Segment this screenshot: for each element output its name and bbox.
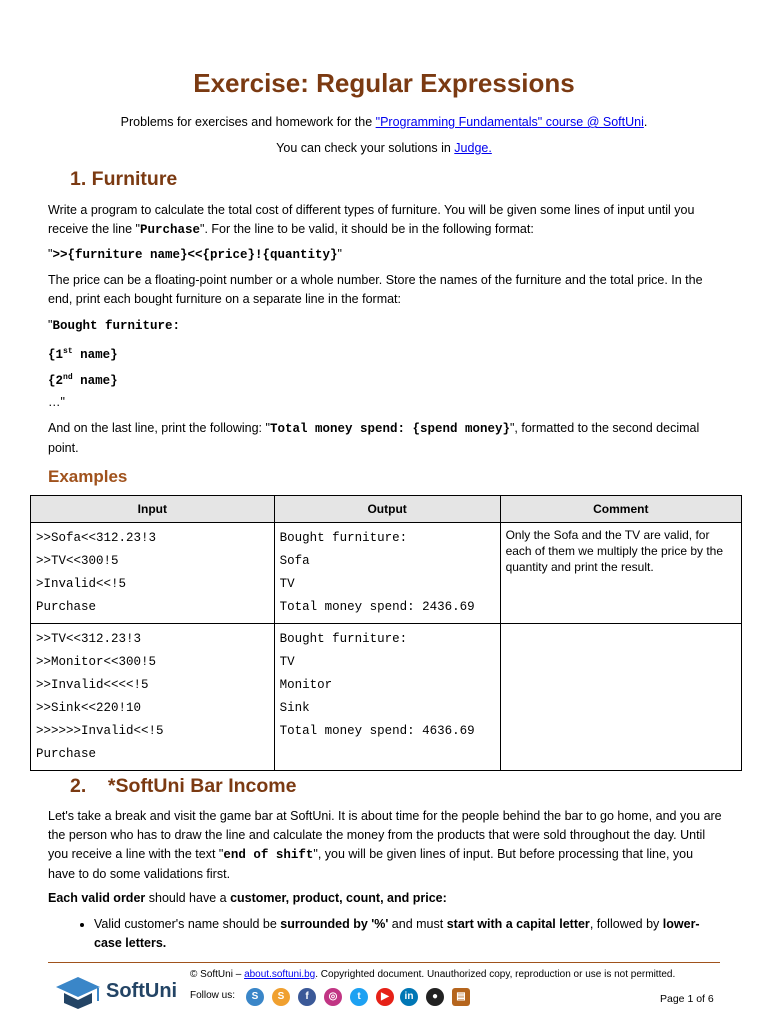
github-icon[interactable]: ● xyxy=(426,988,444,1006)
footer-logo-text: SoftUni xyxy=(106,980,178,1002)
s2-p2-bold2: customer, product, count, and price: xyxy=(230,891,447,905)
output-cell xyxy=(274,523,500,624)
output-line: Monitor xyxy=(279,678,333,692)
intro-suffix: . xyxy=(643,115,648,129)
copyright-line xyxy=(190,969,675,980)
judge-line xyxy=(0,141,768,155)
header-output: Output xyxy=(274,496,500,523)
output-format-line4: …" xyxy=(48,395,65,409)
header-input: Input xyxy=(31,496,275,523)
validation-list xyxy=(48,915,723,953)
bullet-bold3: lower-case letters. xyxy=(94,917,700,950)
bullet-text-d: , followed by xyxy=(589,917,663,931)
section1-paragraph2: The price can be a floating-point number or a whole number. Store the names of the furniture and the total price. In the end, print each bought furniture on a separate line in the format: xyxy=(48,273,703,306)
output-line: Sofa xyxy=(279,554,310,568)
about-link[interactable]: about.softuni.bg xyxy=(244,969,316,980)
comment-cell: Only the Sofa and the TV are valid, for each of them we multiply the price by the quantity and print the result. xyxy=(500,523,741,624)
copyright-b: . Copyrighted document. Unauthorized copy, reproduction or use is not permitted. xyxy=(315,969,676,980)
input-cell xyxy=(31,624,275,771)
examples-heading: Examples xyxy=(48,467,128,486)
output-format-line3 xyxy=(48,368,118,391)
input-line: Purchase xyxy=(36,600,97,614)
output-line: TV xyxy=(279,577,295,591)
s2-p2-bold1: Each valid order xyxy=(48,891,146,905)
section1-paragraph1 xyxy=(48,201,723,240)
header-comment: Comment xyxy=(500,496,741,523)
page-title: Exercise: Regular Expressions xyxy=(193,68,575,98)
format-code: >>{furniture name}<<{price}!{quantity} xyxy=(52,248,338,262)
comment-cell xyxy=(500,624,741,771)
bullet-text-a: Valid customer's name should be xyxy=(94,917,281,931)
section2-paragraph2 xyxy=(48,889,723,908)
table-row xyxy=(31,624,742,771)
intro-line xyxy=(0,115,768,129)
input-line: >>Monitor<<300!5 xyxy=(36,655,157,669)
s2-p1-code: end of shift xyxy=(223,848,314,862)
out3-b: name} xyxy=(72,374,118,389)
output-line: Bought furniture: xyxy=(279,531,408,545)
out1-code: Bought furniture: xyxy=(52,319,180,333)
input-line: >>Sink<<220!10 xyxy=(36,701,142,715)
input-cell xyxy=(31,523,275,624)
judge-link[interactable]: Judge. xyxy=(454,141,492,155)
input-line: >Invalid<<!5 xyxy=(36,577,127,591)
table-header-row xyxy=(31,496,742,523)
table-row xyxy=(31,523,742,624)
p3-text-a: And on the last line, print the following: " xyxy=(48,421,270,435)
p1-text-a: Write a program to calculate the total cost of different types of furniture. You will be given some lines of input until you receive the line " xyxy=(48,203,695,236)
input-line: >>Sofa<<312.23!3 xyxy=(36,531,157,545)
page-number: Page 1 of 6 xyxy=(660,993,714,1005)
copyright-a: © SoftUni – xyxy=(190,969,245,980)
output-format-line1 xyxy=(48,316,180,336)
input-line: >>>>>>Invalid<<!5 xyxy=(36,724,164,738)
softuni-alt-icon[interactable]: S xyxy=(272,988,290,1006)
softuni-icon[interactable]: S xyxy=(246,988,264,1006)
p1-code: Purchase xyxy=(140,223,201,237)
youtube-icon[interactable]: ▶ xyxy=(376,988,394,1006)
output-line: Total money spend: 2436.69 xyxy=(279,600,475,614)
p3-code: Total money spend: {spend money} xyxy=(269,422,510,436)
linkedin-icon[interactable]: in xyxy=(400,988,418,1006)
bullet-text-c: and must xyxy=(388,917,447,931)
p3-text-b: ", formatted to the second decimal point. xyxy=(48,421,700,455)
p1-text-b: ". For the line to be valid, it should be in the following format: xyxy=(200,222,534,236)
out1-quote: " xyxy=(48,318,53,332)
out2-sup: st xyxy=(63,347,73,356)
instagram-icon[interactable]: ◎ xyxy=(324,988,342,1006)
follow-us-label: Follow us: xyxy=(190,990,236,1001)
format-quote-open: " xyxy=(48,247,53,261)
s2-p1-text-a: Let's take a break and visit the game bar at SoftUni. It is about time for the people behind the bar to go home, and you are the person who has to draw the line and calculate the money from the products that were sold throughout the day. Until you receive a line with the text " xyxy=(48,809,722,861)
s2-p2-mid: should have a xyxy=(145,891,231,905)
out2-b: name} xyxy=(72,348,118,363)
footer-divider xyxy=(48,962,720,963)
facebook-icon[interactable]: f xyxy=(298,988,316,1006)
bullet-bold2: start with a capital letter xyxy=(446,917,590,931)
section2-paragraph1 xyxy=(48,807,723,884)
intro-prefix: Problems for exercises and homework for the xyxy=(120,115,376,129)
section2-heading: 2. *SoftUni Bar Income xyxy=(70,775,297,797)
list-item xyxy=(94,915,723,953)
out2-a: {1 xyxy=(48,348,64,363)
output-line: Bought furniture: xyxy=(279,632,408,646)
input-line: >>TV<<300!5 xyxy=(36,554,119,568)
input-line: >>Invalid<<<<!5 xyxy=(36,678,149,692)
output-line: Sink xyxy=(279,701,310,715)
output-line: Total money spend: 4636.69 xyxy=(279,724,475,738)
course-link[interactable]: "Programming Fundamentals" course @ SoftUni xyxy=(375,115,644,129)
section1-paragraph3 xyxy=(48,419,723,458)
examples-table xyxy=(30,495,742,771)
section1-heading: 1. Furniture xyxy=(70,168,178,190)
output-cell xyxy=(274,624,500,771)
input-line: >>TV<<312.23!3 xyxy=(36,632,142,646)
judge-prefix: You can check your solutions in xyxy=(276,141,455,155)
s2-p1-text-b: ", you will be given lines of input. But before processing that line, you have to do some validations first. xyxy=(48,847,694,881)
blog-icon[interactable]: ▤ xyxy=(452,988,470,1006)
output-line: TV xyxy=(279,655,295,669)
twitter-icon[interactable]: t xyxy=(350,988,368,1006)
bullet-bold1: surrounded by '%' xyxy=(280,917,389,931)
input-line: Purchase xyxy=(36,747,97,761)
format-line xyxy=(48,245,342,265)
out3-a: {2 xyxy=(48,374,64,389)
out3-sup: nd xyxy=(63,373,73,382)
format-quote-close: " xyxy=(337,247,342,261)
output-format-line2 xyxy=(48,342,118,365)
